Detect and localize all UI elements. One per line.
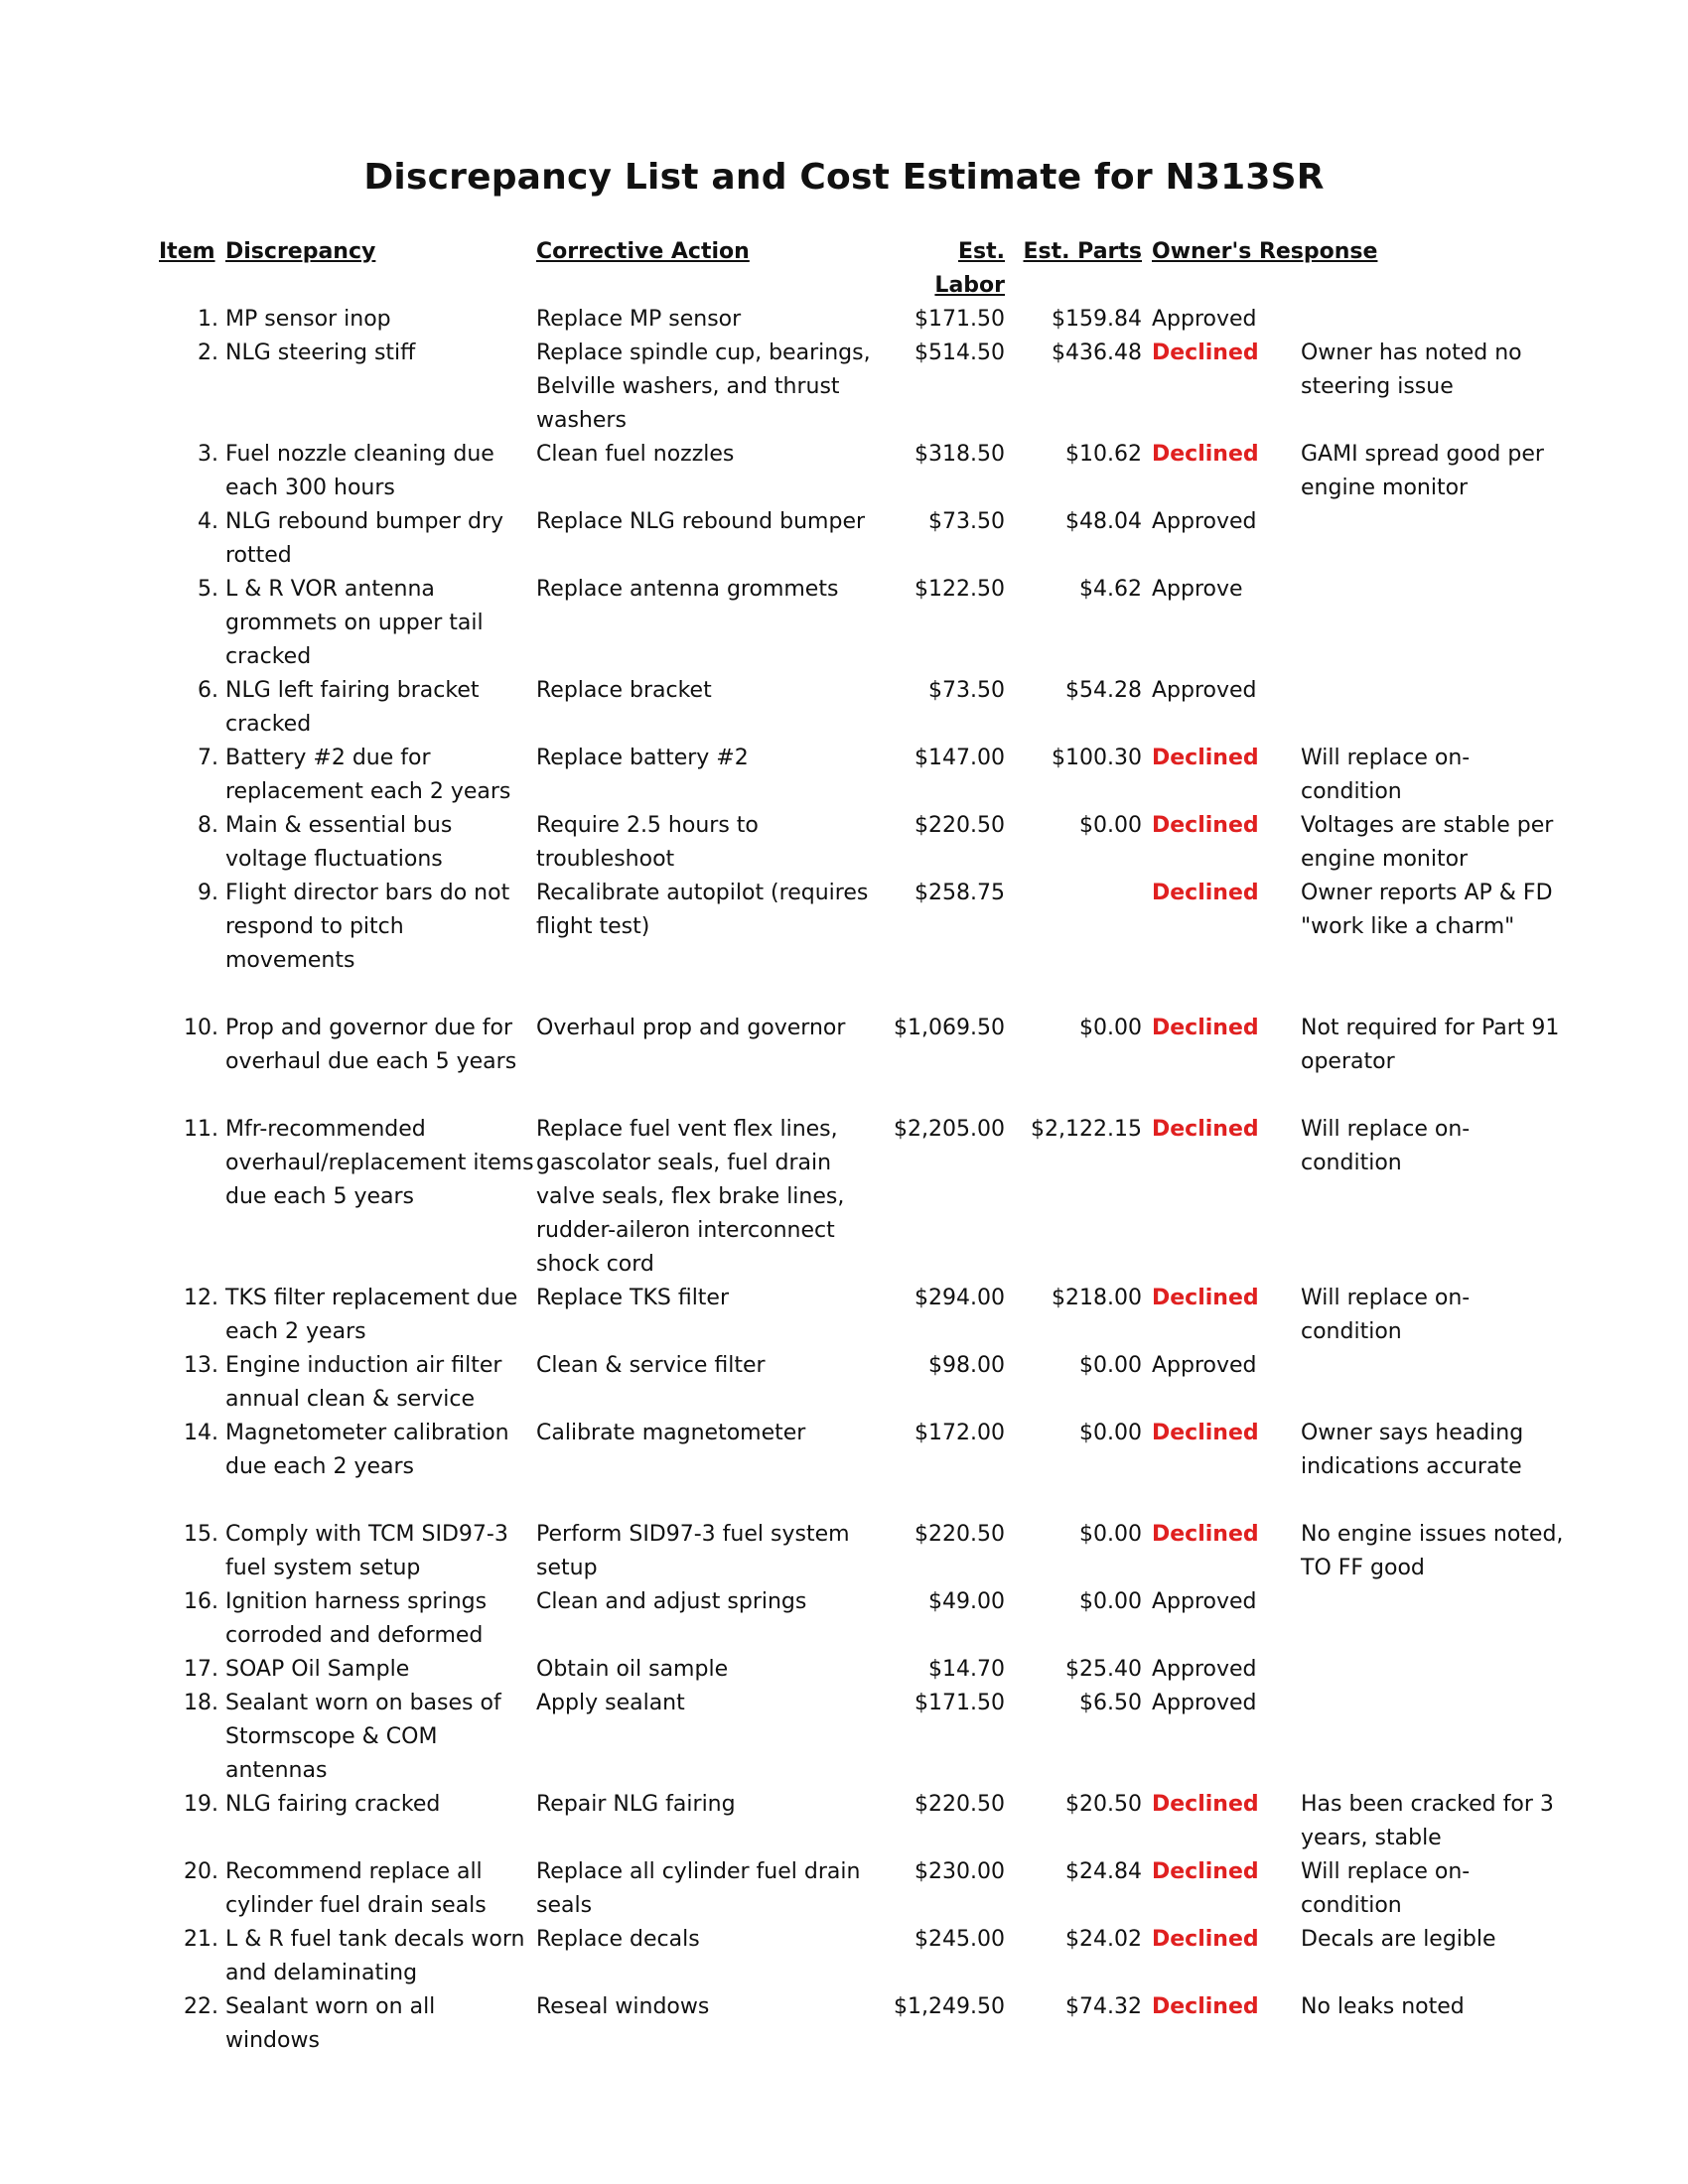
item-number: 7. xyxy=(198,746,218,770)
item-number: 22. xyxy=(184,1994,218,2019)
est-parts-cell: $10.62 xyxy=(1065,442,1142,467)
est-labor-cell: $73.50 xyxy=(928,509,1005,534)
header-est-labor: Est. Labor xyxy=(934,239,1005,298)
owner-response-status: Declined xyxy=(1152,1286,1259,1310)
table-row xyxy=(159,1687,1549,1788)
corrective-action-cell: Calibrate magnetometer xyxy=(536,1421,806,1445)
owner-response-note: Will replace on-condition xyxy=(1301,1286,1471,1344)
owner-response-status: Approved xyxy=(1152,307,1257,332)
table-row xyxy=(159,438,1549,505)
item-number: 20. xyxy=(184,1859,218,1884)
owner-response-note: No leaks noted xyxy=(1301,1994,1465,2019)
est-labor-cell: $514.50 xyxy=(914,341,1005,365)
discrepancy-cell: Battery #2 due for replacement each 2 years xyxy=(225,746,511,804)
item-number: 8. xyxy=(198,813,218,838)
discrepancy-cell: NLG rebound bumper dry rotted xyxy=(225,509,504,568)
owner-response-note: Will replace on-condition xyxy=(1301,1859,1471,1918)
item-number: 14. xyxy=(184,1421,218,1445)
corrective-action-cell: Replace bracket xyxy=(536,678,712,703)
est-parts-cell: $0.00 xyxy=(1079,813,1142,838)
est-labor-cell: $220.50 xyxy=(914,1522,1005,1547)
owner-response-status: Approved xyxy=(1152,509,1257,534)
est-parts-cell: $20.50 xyxy=(1065,1792,1142,1817)
owner-response-note: Owner has noted no steering issue xyxy=(1301,341,1522,399)
discrepancy-cell: SOAP Oil Sample xyxy=(225,1657,410,1682)
est-labor-cell: $318.50 xyxy=(914,442,1005,467)
owner-response-status: Declined xyxy=(1152,1522,1259,1547)
owner-response-status: Declined xyxy=(1152,341,1259,365)
discrepancy-cell: NLG fairing cracked xyxy=(225,1792,441,1817)
est-parts-cell: $100.30 xyxy=(1052,746,1142,770)
table-row xyxy=(159,1585,1549,1653)
discrepancy-cell: Ignition harness springs corroded and deformed xyxy=(225,1589,488,1648)
item-number: 9. xyxy=(198,881,218,905)
item-number: 3. xyxy=(198,442,218,467)
corrective-action-cell: Overhaul prop and governor xyxy=(536,1016,846,1040)
discrepancy-cell: Comply with TCM SID97-3 fuel system setup xyxy=(225,1522,508,1580)
est-labor-cell: $258.75 xyxy=(914,881,1005,905)
header-est-parts: Est. Parts xyxy=(1023,239,1142,264)
item-number: 11. xyxy=(184,1117,218,1142)
table-row xyxy=(159,1788,1554,1855)
table-header xyxy=(159,235,1549,303)
owner-response-status: Approved xyxy=(1152,1657,1257,1682)
corrective-action-cell: Perform SID97-3 fuel system setup xyxy=(536,1522,850,1580)
corrective-action-cell: Obtain oil sample xyxy=(536,1657,729,1682)
est-parts-cell: $2,122.15 xyxy=(1031,1117,1142,1142)
table-row xyxy=(159,337,1549,438)
corrective-action-cell: Replace decals xyxy=(536,1927,700,1952)
owner-response-status: Approve xyxy=(1152,577,1243,602)
owner-response-status: Declined xyxy=(1152,1859,1259,1884)
est-parts-cell: $4.62 xyxy=(1079,577,1142,602)
item-number: 21. xyxy=(184,1927,218,1952)
owner-response-note: No engine issues noted, TO FF good xyxy=(1301,1522,1564,1580)
est-labor-cell: $14.70 xyxy=(928,1657,1005,1682)
item-number: 16. xyxy=(184,1589,218,1614)
est-labor-cell: $49.00 xyxy=(928,1589,1005,1614)
owner-response-status: Declined xyxy=(1152,1421,1259,1445)
discrepancy-cell: Main & essential bus voltage fluctuations xyxy=(225,813,453,872)
est-parts-cell: $218.00 xyxy=(1052,1286,1142,1310)
owner-response-note: Will replace on-condition xyxy=(1301,746,1471,804)
corrective-action-cell: Replace TKS filter xyxy=(536,1286,730,1310)
corrective-action-cell: Replace antenna grommets xyxy=(536,577,839,602)
est-labor-cell: $220.50 xyxy=(914,1792,1005,1817)
discrepancy-cell: Engine induction air filter annual clean & service xyxy=(225,1353,502,1412)
est-parts-cell: $0.00 xyxy=(1079,1589,1142,1614)
table-row xyxy=(159,1990,1549,2058)
discrepancy-cell: TKS filter replacement due each 2 years xyxy=(225,1286,518,1344)
owner-response-note: Owner says heading indications accurate xyxy=(1301,1421,1524,1479)
corrective-action-cell: Replace MP sensor xyxy=(536,307,742,332)
owner-response-note: Owner reports AP & FD "work like a charm" xyxy=(1301,881,1553,939)
discrepancy-cell: L & R fuel tank decals worn and delaminating xyxy=(225,1927,525,1985)
owner-response-status: Approved xyxy=(1152,1691,1257,1715)
est-parts-cell: $6.50 xyxy=(1079,1691,1142,1715)
table-row xyxy=(159,1855,1549,1923)
item-number: 19. xyxy=(184,1792,218,1817)
table-row xyxy=(159,809,1554,877)
table-row xyxy=(159,1417,1549,1484)
table-row xyxy=(159,1349,1549,1417)
table-row xyxy=(159,877,1553,978)
discrepancy-cell: MP sensor inop xyxy=(225,307,391,332)
est-parts-cell: $0.00 xyxy=(1079,1016,1142,1040)
corrective-action-cell: Apply sealant xyxy=(536,1691,685,1715)
table-row xyxy=(159,573,1549,674)
owner-response-note: Has been cracked for 3 years, stable xyxy=(1301,1792,1554,1850)
est-parts-cell: $436.48 xyxy=(1052,341,1142,365)
est-labor-cell: $172.00 xyxy=(914,1421,1005,1445)
est-labor-cell: $171.50 xyxy=(914,307,1005,332)
owner-response-status: Declined xyxy=(1152,1792,1259,1817)
item-number: 2. xyxy=(198,341,218,365)
owner-response-status: Declined xyxy=(1152,1016,1259,1040)
corrective-action-cell: Replace NLG rebound bumper xyxy=(536,509,866,534)
discrepancy-cell: NLG left fairing bracket cracked xyxy=(225,678,480,737)
item-number: 13. xyxy=(184,1353,218,1378)
est-parts-cell: $54.28 xyxy=(1065,678,1142,703)
est-labor-cell: $98.00 xyxy=(928,1353,1005,1378)
header-discrepancy: Discrepancy xyxy=(225,239,376,264)
item-number: 10. xyxy=(184,1016,218,1040)
item-number: 1. xyxy=(198,307,218,332)
header-item: Item xyxy=(159,239,215,264)
est-labor-cell: $171.50 xyxy=(914,1691,1005,1715)
est-parts-cell: $24.84 xyxy=(1065,1859,1142,1884)
corrective-action-cell: Replace battery #2 xyxy=(536,746,749,770)
table-row xyxy=(159,1113,1549,1282)
owner-response-note: Voltages are stable per engine monitor xyxy=(1301,813,1554,872)
corrective-action-cell: Clean & service filter xyxy=(536,1353,766,1378)
item-number: 15. xyxy=(184,1522,218,1547)
table-row xyxy=(159,1282,1549,1349)
est-parts-cell: $0.00 xyxy=(1079,1421,1142,1445)
item-number: 6. xyxy=(198,678,218,703)
owner-response-status: Approved xyxy=(1152,1353,1257,1378)
discrepancy-cell: Sealant worn on bases of Stormscope & COM antennas xyxy=(225,1691,501,1783)
owner-response-status: Declined xyxy=(1152,881,1259,905)
owner-response-status: Declined xyxy=(1152,442,1259,467)
item-number: 18. xyxy=(184,1691,218,1715)
table-row xyxy=(159,1923,1549,1990)
discrepancy-cell: Sealant worn on all windows xyxy=(225,1994,436,2053)
est-parts-cell: $0.00 xyxy=(1079,1353,1142,1378)
corrective-action-cell: Recalibrate autopilot (requires flight test) xyxy=(536,881,869,939)
corrective-action-cell: Clean fuel nozzles xyxy=(536,442,735,467)
owner-response-note: GAMI spread good per engine monitor xyxy=(1301,442,1544,500)
corrective-action-cell: Replace all cylinder fuel drain seals xyxy=(536,1859,861,1918)
owner-response-status: Approved xyxy=(1152,678,1257,703)
est-labor-cell: $245.00 xyxy=(914,1927,1005,1952)
table-body xyxy=(159,303,1564,2058)
table-row xyxy=(159,674,1549,742)
owner-response-status: Declined xyxy=(1152,746,1259,770)
est-parts-cell: $74.32 xyxy=(1065,1994,1142,2019)
corrective-action-cell: Clean and adjust springs xyxy=(536,1589,807,1614)
owner-response-status: Declined xyxy=(1152,1994,1259,2019)
table-row xyxy=(159,505,1549,573)
header-corrective-action: Corrective Action xyxy=(536,239,750,264)
corrective-action-cell: Require 2.5 hours to troubleshoot xyxy=(536,813,759,872)
est-parts-cell: $0.00 xyxy=(1079,1522,1142,1547)
owner-response-note: Will replace on-condition xyxy=(1301,1117,1471,1175)
est-parts-cell: $159.84 xyxy=(1052,307,1142,332)
est-labor-cell: $220.50 xyxy=(914,813,1005,838)
discrepancy-cell: Fuel nozzle cleaning due each 300 hours xyxy=(225,442,494,500)
corrective-action-cell: Repair NLG fairing xyxy=(536,1792,736,1817)
discrepancy-cell: Flight director bars do not respond to pitch movements xyxy=(225,881,510,973)
owner-response-status: Declined xyxy=(1152,1117,1259,1142)
page-title: Discrepancy List and Cost Estimate for N313SR xyxy=(363,157,1325,198)
table-row xyxy=(159,742,1549,809)
item-number: 4. xyxy=(198,509,218,534)
est-parts-cell: $25.40 xyxy=(1065,1657,1142,1682)
discrepancy-cell: Magnetometer calibration due each 2 years xyxy=(225,1421,509,1479)
est-labor-cell: $1,069.50 xyxy=(894,1016,1005,1040)
owner-response-note: Not required for Part 91 operator xyxy=(1301,1016,1560,1074)
discrepancy-cell: Recommend replace all cylinder fuel drain seals xyxy=(225,1859,487,1918)
est-labor-cell: $73.50 xyxy=(928,678,1005,703)
discrepancy-cell: Prop and governor due for overhaul due each 5 years xyxy=(225,1016,517,1074)
est-labor-cell: $230.00 xyxy=(914,1859,1005,1884)
est-labor-cell: $2,205.00 xyxy=(894,1117,1005,1142)
est-parts-cell: $48.04 xyxy=(1065,509,1142,534)
owner-response-status: Declined xyxy=(1152,813,1259,838)
corrective-action-cell: Reseal windows xyxy=(536,1994,710,2019)
item-number: 17. xyxy=(184,1657,218,1682)
corrective-action-cell: Replace fuel vent flex lines, gascolator seals, fuel drain valve seals, flex brake lines, rudder-aileron interconnect shock cord xyxy=(536,1117,845,1277)
header-owners-response: Owner's Response xyxy=(1152,239,1378,264)
owner-response-note: Decals are legible xyxy=(1301,1927,1496,1952)
table-row xyxy=(159,1653,1549,1687)
est-labor-cell: $147.00 xyxy=(914,746,1005,770)
owner-response-status: Declined xyxy=(1152,1927,1259,1952)
discrepancy-cell: Mfr-recommended overhaul/replacement items due each 5 years xyxy=(225,1117,534,1209)
est-parts-cell: $24.02 xyxy=(1065,1927,1142,1952)
owner-response-status: Approved xyxy=(1152,1589,1257,1614)
item-number: 5. xyxy=(198,577,218,602)
est-labor-cell: $1,249.50 xyxy=(894,1994,1005,2019)
discrepancy-cell: L & R VOR antenna grommets on upper tail cracked xyxy=(225,577,484,669)
table-row xyxy=(159,1518,1564,1585)
corrective-action-cell: Replace spindle cup, bearings, Belville washers, and thrust washers xyxy=(536,341,871,433)
table-row xyxy=(159,303,1549,337)
table-row xyxy=(159,1012,1560,1079)
discrepancy-cell: NLG steering stiff xyxy=(225,341,416,365)
discrepancy-table xyxy=(159,235,1564,2058)
est-labor-cell: $294.00 xyxy=(914,1286,1005,1310)
item-number: 12. xyxy=(184,1286,218,1310)
est-labor-cell: $122.50 xyxy=(914,577,1005,602)
